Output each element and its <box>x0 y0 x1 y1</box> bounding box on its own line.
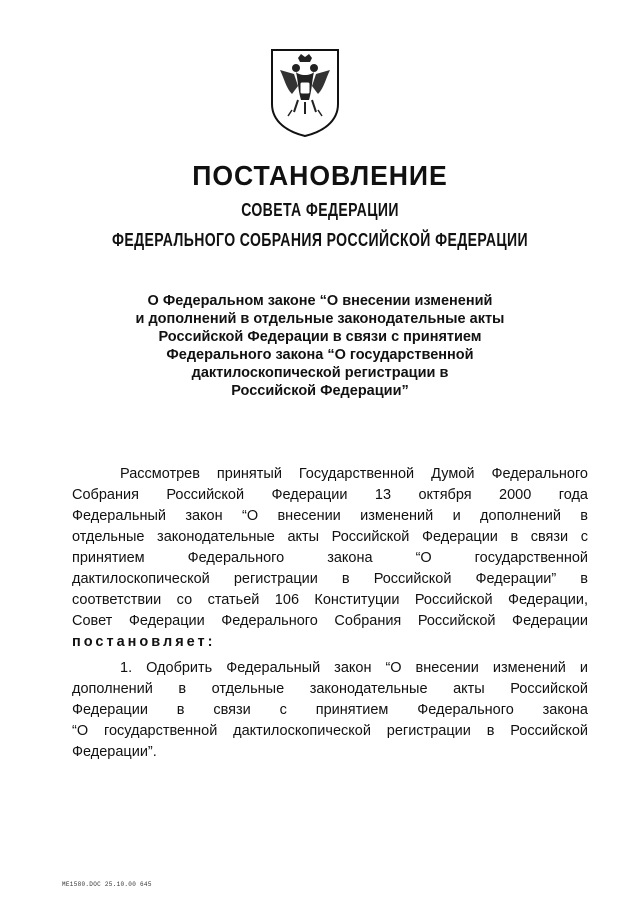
paragraph-line: дополнений в отдельные законодательные акты Российской <box>72 681 588 697</box>
coat-of-arms-icon <box>268 46 342 138</box>
resolves-word: постановляет: <box>72 634 216 650</box>
paragraph-line: отдельные законодательные акты Российской Федерации в связи с <box>72 529 588 545</box>
paragraph-item-1 <box>72 658 588 763</box>
subject-line: и дополнений в отдельные законодательные акты <box>135 311 505 327</box>
document-subject <box>100 292 540 400</box>
subject-line: Федерального закона “О государственной <box>166 347 474 363</box>
paragraph-line: Федеральный закон “О внесении изменений и дополнений в <box>72 508 588 524</box>
paragraph-preamble <box>72 464 588 653</box>
paragraph-line: 1. Одобрить Федеральный закон “О внесении изменений и <box>120 660 588 676</box>
paragraph-line: Рассмотрев принятый Государственной Думой Федерального <box>120 466 588 482</box>
paragraph-line: принятием Федерального закона “О государственной <box>72 550 588 566</box>
issuer-line-2: ФЕДЕРАЛЬНОГО СОБРАНИЯ РОССИЙСКОЙ ФЕДЕРАЦИИ <box>111 230 529 250</box>
paragraph-line: дактилоскопической регистрации в Российской Федерации” в <box>72 571 588 587</box>
paragraph-line: Совет Федерации Федерального Собрания Российской Федерации <box>72 613 588 629</box>
paragraph-line: Федерации в связи с принятием Федерального закона <box>72 702 588 718</box>
file-code: МЕ1580.DOC 25.10.00 645 <box>62 881 152 888</box>
subject-line: О Федеральном законе “О внесении изменений <box>147 293 493 309</box>
paragraph-line: “О государственной дактилоскопической регистрации в Российской <box>72 723 588 739</box>
paragraph-line: Собрания Российской Федерации 13 октября 2000 года <box>72 487 588 503</box>
paragraph-line: Федерации”. <box>72 744 157 760</box>
subject-line: Российской Федерации в связи с принятием <box>158 329 482 345</box>
subject-line: дактилоскопической регистрации в <box>191 365 449 381</box>
paragraph-line: соответствии со статьей 106 Конституции Российской Федерации, <box>72 592 588 608</box>
issuer-line-1: СОВЕТА ФЕДЕРАЦИИ <box>241 200 399 220</box>
document-title: ПОСТАНОВЛЕНИЕ <box>192 160 448 191</box>
subject-line: Российской Федерации” <box>231 383 409 399</box>
